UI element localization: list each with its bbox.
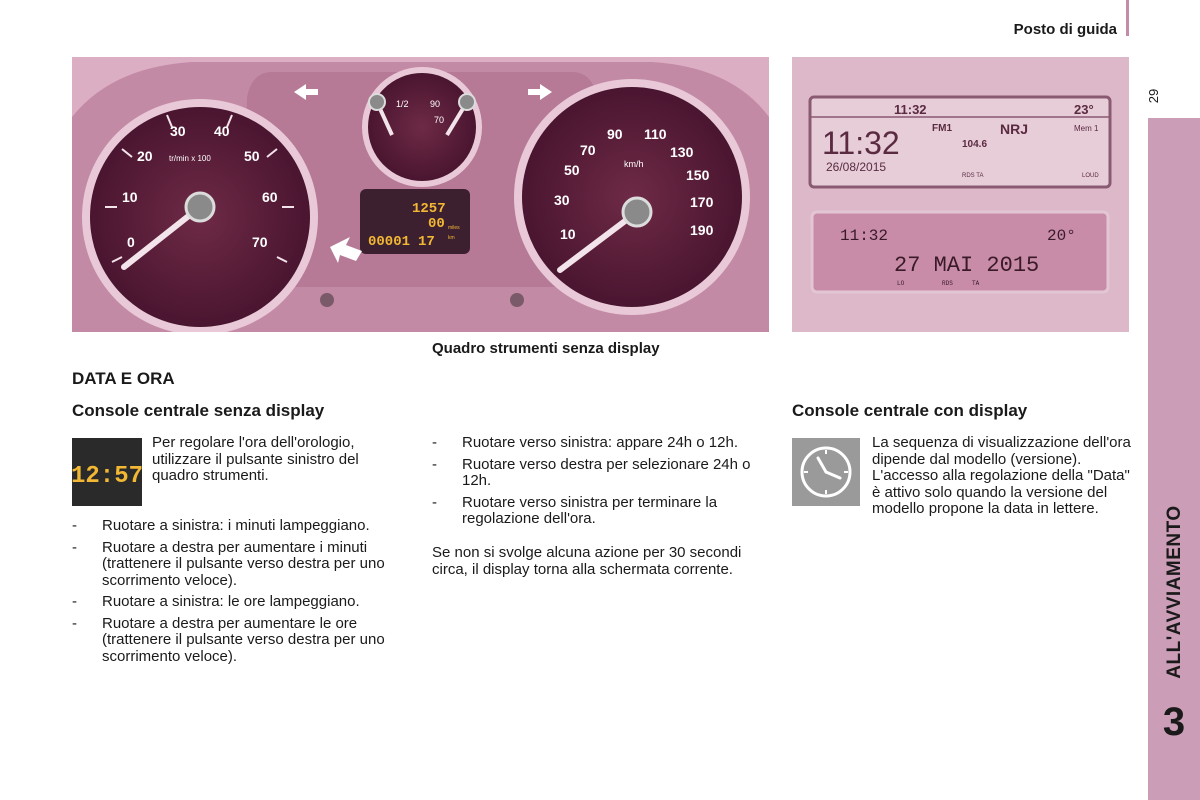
speed-tick-70: 70	[580, 142, 596, 158]
lcd-icon-digits: 12:57	[72, 463, 142, 490]
display2-date: 27 MAI 2015	[894, 253, 1040, 278]
list-item: - Ruotare verso destra per selezionare 24h o 12h.	[432, 457, 772, 490]
right-paragraph: La sequenza di visualizzazione dell'ora dipende dal modello (versione). L'accesso alla regolazione della "Data" è attivo solo quando la versione del modello propone la data in lettere.	[872, 434, 1131, 517]
display1-loud: LOUD	[1082, 173, 1099, 179]
speed-tick-50: 50	[564, 162, 580, 178]
fuel-temp-dial	[368, 73, 476, 181]
tacho-unit: tr/min x 100	[169, 154, 211, 163]
odo-line3: 00001	[368, 234, 411, 250]
temp-70-label: 70	[434, 115, 445, 125]
odo-unit-bottom: km	[448, 235, 455, 241]
tacho-tick-30: 30	[170, 123, 186, 139]
speed-tick-110: 110	[644, 126, 667, 142]
section-title: DATA E ORA	[72, 369, 175, 388]
display1-top-temp: 23°	[1074, 102, 1094, 117]
right-knob	[510, 293, 524, 307]
odo-line2: 00	[428, 216, 445, 232]
display2-lo: LO	[897, 280, 905, 287]
instrument-cluster-svg	[72, 57, 769, 332]
odo-line1: 1257	[412, 201, 446, 217]
display1-top-time: 11:32	[894, 102, 927, 117]
list-item: - Ruotare a destra per aumentare le ore (trattenere il pulsante verso destra per uno scorrimento veloce).	[72, 616, 417, 666]
speed-tick-90: 90	[607, 126, 623, 142]
center-displays-svg	[792, 57, 1129, 332]
list-item: - Ruotare a sinistra: i minuti lampeggiano.	[72, 518, 417, 535]
figure-caption: Quadro strumenti senza display	[432, 340, 660, 357]
lcd-clock-icon	[72, 438, 142, 506]
display1-memory: Mem 1	[1074, 124, 1099, 133]
middle-steps-list	[432, 435, 772, 533]
clock-icon	[792, 438, 860, 506]
display2-ta: TA	[972, 280, 980, 287]
speed-unit: km/h	[624, 159, 644, 169]
display1-date: 26/08/2015	[826, 160, 887, 174]
tacho-tick-50: 50	[244, 148, 260, 164]
display1-big-time: 11:32	[822, 125, 900, 161]
tacho-tick-70: 70	[252, 234, 268, 250]
page-number: 29	[1146, 88, 1161, 104]
speed-tick-30: 30	[554, 192, 570, 208]
tacho-tick-0: 0	[127, 234, 135, 250]
speed-tick-170: 170	[690, 194, 714, 210]
chapter-number: 3	[1162, 700, 1186, 744]
list-item: - Ruotare a sinistra: le ore lampeggiano.	[72, 594, 417, 611]
fuel-half-label: 1/2	[396, 99, 409, 109]
display1-rds: RDS TA	[962, 173, 984, 179]
tacho-tick-10: 10	[122, 189, 138, 205]
display1-band: FM1	[932, 123, 952, 134]
intro-paragraph: Per regolare l'ora dell'orologio, utilizzare il pulsante sinistro del quadro strumenti.	[152, 434, 359, 484]
display1-station: NRJ	[1000, 121, 1029, 137]
list-item: - Ruotare verso sinistra per terminare la regolazione dell'ora.	[432, 495, 772, 528]
list-item: - Ruotare a destra per aumentare i minuti (trattenere il pulsante verso destra per uno scorrimento veloce).	[72, 540, 417, 590]
tacho-tick-60: 60	[262, 189, 278, 205]
chapter-label: ALL'AVVIAMENTO	[1164, 505, 1185, 679]
right-heading: Console centrale con display	[792, 401, 1028, 420]
tacho-tick-40: 40	[214, 123, 230, 139]
odo-unit-top: miles	[448, 225, 460, 231]
page-header-title: Posto di guida	[1013, 21, 1117, 38]
temp-90-label: 90	[430, 99, 441, 109]
speed-tick-10: 10	[560, 226, 576, 242]
display1-frequency: 104.6	[962, 139, 988, 150]
speed-tick-190: 190	[690, 222, 714, 238]
header-divider	[1126, 0, 1129, 36]
display2-temp: 20°	[1047, 227, 1076, 245]
display2-frame	[812, 212, 1108, 292]
display2-rds: RDS	[942, 280, 953, 287]
odo-line4: 17	[418, 234, 435, 250]
speed-hub	[623, 198, 651, 226]
speed-tick-130: 130	[670, 144, 694, 160]
left-heading: Console centrale senza display	[72, 401, 325, 420]
instrument-cluster-image	[72, 57, 769, 332]
display2-time: 11:32	[840, 227, 889, 245]
list-item: - Ruotare verso sinistra: appare 24h o 12h.	[432, 435, 772, 452]
tacho-tick-20: 20	[137, 148, 153, 164]
center-displays-image	[792, 57, 1129, 332]
left-knob	[320, 293, 334, 307]
speed-tick-150: 150	[686, 167, 710, 183]
left-steps-list	[72, 518, 417, 670]
tacho-hub	[186, 193, 214, 221]
middle-note: Se non si svolge alcuna azione per 30 secondi circa, il display torna alla schermata corrente.	[432, 544, 742, 578]
